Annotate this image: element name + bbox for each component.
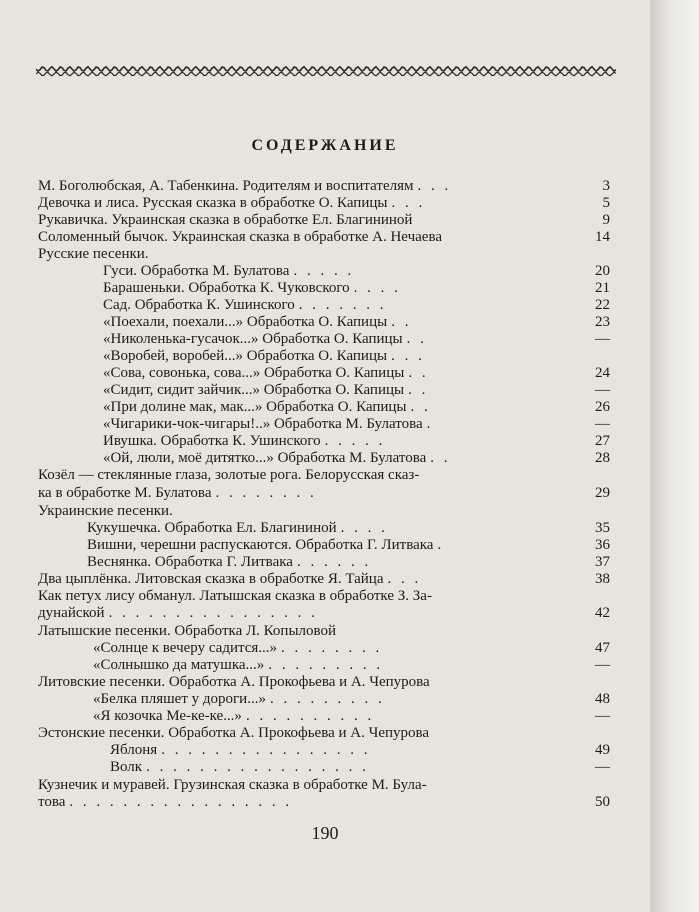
toc-entry-title: Гуси. Обработка М. Булатова bbox=[103, 263, 290, 279]
toc-entry bbox=[38, 211, 416, 229]
toc-page-number bbox=[570, 724, 610, 742]
toc-leader-dots: . . . . . . . . . . . . . . . . bbox=[108, 605, 318, 621]
toc-entry bbox=[103, 364, 429, 382]
toc-page-number: 28 bbox=[595, 450, 610, 466]
toc-page-number: 29 bbox=[595, 485, 610, 501]
toc-page-number: 47 bbox=[595, 640, 610, 656]
toc-leader-dots: . . . . bbox=[340, 520, 388, 536]
toc-page-number: 50 bbox=[595, 794, 610, 810]
toc-page-number: — bbox=[595, 708, 610, 724]
toc-entry-title: Два цыплёнка. Литовская сказка в обработке Я. Тайца bbox=[38, 571, 384, 587]
toc-page-number: — bbox=[595, 416, 610, 432]
toc-entry-title: Девочка и лиса. Русская сказка в обработке О. Капицы bbox=[38, 195, 388, 211]
toc-heading: СОДЕРЖАНИЕ bbox=[251, 137, 399, 154]
toc-entry-title: Украинские песенки. bbox=[38, 503, 173, 519]
toc-entry-title: «Сидит, сидит зайчик...» Обработка О. Капицы bbox=[103, 382, 405, 398]
toc-leader-dots: . . bbox=[430, 450, 451, 466]
toc-leader-dots: . . . . . . . . . . . . . . . . bbox=[161, 742, 371, 758]
toc-page-number: 14 bbox=[595, 229, 610, 245]
toc-entry-title: Рукавичка. Украинская сказка в обработке Ел. Благининой bbox=[38, 212, 413, 228]
toc-entry-title: «Поехали, поехали...» Обработка О. Капицы bbox=[103, 314, 388, 330]
toc-entry-title: «Солнце к вечеру садится...» bbox=[93, 640, 278, 656]
toc-entry bbox=[103, 262, 354, 280]
toc-entry-title: Русские песенки. bbox=[38, 246, 149, 262]
toc-entry-title: Ивушка. Обработка К. Ушинского bbox=[103, 433, 321, 449]
toc-entry-title: Латышские песенки. Обработка Л. Копыловой bbox=[38, 623, 337, 639]
toc-entry bbox=[103, 381, 428, 399]
toc-leader-dots: . . . . . . . . bbox=[215, 485, 317, 501]
page-edge bbox=[650, 0, 699, 912]
toc-page-number: 38 bbox=[595, 571, 610, 587]
toc-page-number: 5 bbox=[602, 195, 610, 211]
toc-page-number: 42 bbox=[595, 605, 610, 621]
toc-page-number: 36 bbox=[595, 537, 610, 553]
toc-page-number bbox=[570, 587, 610, 605]
toc-entry bbox=[103, 449, 451, 467]
toc-leader-dots: . . bbox=[410, 399, 431, 415]
toc-page-number: 24 bbox=[595, 365, 610, 381]
toc-entry bbox=[103, 415, 433, 433]
toc-page-number: — bbox=[595, 759, 610, 775]
toc-entry bbox=[93, 656, 383, 674]
toc-entry bbox=[38, 466, 423, 484]
toc-entry bbox=[38, 228, 446, 246]
toc-entry bbox=[38, 622, 340, 640]
toc-entry-title: Как петух лису обманул. Латышская сказка в обработке З. За- bbox=[38, 588, 432, 604]
toc-entry-title: «Солнышко да матушка...» bbox=[93, 657, 265, 673]
toc-page-number: 3 bbox=[602, 178, 610, 194]
toc-entry bbox=[38, 570, 421, 588]
toc-entry-title: Эстонские песенки. Обработка А. Прокофьева и А. Чепурова bbox=[38, 725, 430, 741]
toc-entry-title: «При долине мак, мак...» Обработка О. Капицы bbox=[103, 399, 407, 415]
toc-entry bbox=[38, 793, 292, 811]
toc-leader-dots: . . . . bbox=[353, 280, 401, 296]
toc-page-number bbox=[570, 245, 610, 263]
toc-entry-title: това bbox=[38, 794, 66, 810]
toc-page-number bbox=[570, 622, 610, 640]
toc-entry bbox=[93, 707, 374, 725]
toc-entry-title: «Сова, совонька, сова...» Обработка О. Капицы bbox=[103, 365, 405, 381]
toc-entry-title: «Воробей, воробей...» Обработка О. Капицы bbox=[103, 348, 388, 364]
toc-entry bbox=[110, 758, 369, 776]
toc-entry-title: Сад. Обработка К. Ушинского bbox=[103, 297, 295, 313]
toc-page-number: — bbox=[595, 331, 610, 347]
toc-entry bbox=[38, 604, 318, 622]
toc-entry bbox=[103, 432, 385, 450]
toc-page-number: 22 bbox=[595, 297, 610, 313]
toc-leader-dots: . . . . . . . bbox=[298, 297, 387, 313]
toc-entry bbox=[103, 398, 431, 416]
toc-leader-dots: . . . . . bbox=[324, 433, 386, 449]
toc-entry-title: «Я козочка Ме-ке-ке...» bbox=[93, 708, 242, 724]
toc-entry-title: Барашеньки. Обработка К. Чуковского bbox=[103, 280, 350, 296]
toc-page-number: 49 bbox=[595, 742, 610, 758]
toc-page-number bbox=[570, 776, 610, 794]
toc-entry-title: Вишни, черешни распускаются. Обработка Г. Литвака bbox=[87, 537, 434, 553]
toc-entry bbox=[38, 587, 436, 605]
toc-entry bbox=[93, 690, 385, 708]
toc-page-number: 23 bbox=[595, 314, 610, 330]
toc-leader-dots: . bbox=[426, 416, 434, 432]
toc-entry-title: «Николенька-гусачок...» Обработка О. Капицы bbox=[103, 331, 403, 347]
toc-leader-dots: . . . . . . . . . . . . . . . . . bbox=[146, 759, 369, 775]
toc-leader-dots: . . . . . bbox=[293, 263, 355, 279]
toc-entry-title: Веснянка. Обработка Г. Литвака bbox=[87, 554, 293, 570]
toc-entry bbox=[93, 639, 382, 657]
toc-entry bbox=[38, 776, 431, 794]
toc-page-number: — bbox=[595, 657, 610, 673]
toc-entry-title: Кузнечик и муравей. Грузинская сказка в обработке М. Була- bbox=[38, 777, 427, 793]
toc-leader-dots: . . . . . . . . . . . . . . . . . bbox=[69, 794, 293, 810]
toc-entry bbox=[103, 279, 401, 297]
toc-entry-title: «Ой, люли, моё дитятко...» Обработка М. Булатова bbox=[103, 450, 427, 466]
toc-entry-title: «Белка пляшет у дороги...» bbox=[93, 691, 266, 707]
toc-page-number: 20 bbox=[595, 263, 610, 279]
toc-entry bbox=[38, 194, 425, 212]
toc-leader-dots: . . bbox=[408, 382, 429, 398]
toc-leader-dots: . . . bbox=[417, 178, 452, 194]
toc-page-number: 37 bbox=[595, 554, 610, 570]
toc-entry bbox=[103, 347, 425, 365]
toc-entry-title: Волк bbox=[110, 759, 143, 775]
toc-leader-dots: . . bbox=[408, 365, 429, 381]
toc-leader-dots: . . bbox=[391, 314, 412, 330]
toc-entry-title: ка в обработке М. Булатова bbox=[38, 485, 212, 501]
toc-entry-title: М. Боголюбская, А. Табенкина. Родителям и воспитателям bbox=[38, 178, 414, 194]
toc-entry bbox=[103, 296, 387, 314]
toc-page-number bbox=[570, 347, 610, 365]
toc-leader-dots: . . bbox=[406, 331, 427, 347]
toc-leader-dots: . . . . . . . . . bbox=[268, 657, 384, 673]
toc-leader-dots: . . . . . . . . . bbox=[269, 691, 385, 707]
toc-entry bbox=[38, 673, 434, 691]
toc-entry-title: Яблоня bbox=[110, 742, 158, 758]
toc-page-number: 21 bbox=[595, 280, 610, 296]
toc-leader-dots: . . . . . . . . . . bbox=[245, 708, 375, 724]
toc-page-number: — bbox=[595, 382, 610, 398]
toc-entry-title: Литовские песенки. Обработка А. Прокофьева и А. Чепурова bbox=[38, 674, 430, 690]
toc-page-number: 48 bbox=[595, 691, 610, 707]
toc-entry-title: Козёл — стеклянные глаза, золотые рога. Белорусская сказ- bbox=[38, 467, 420, 483]
page-number: 190 bbox=[311, 823, 339, 843]
toc-entry bbox=[87, 536, 444, 554]
toc-page-number bbox=[570, 673, 610, 691]
toc-entry bbox=[87, 553, 371, 571]
toc-entry-title: Кукушечка. Обработка Ел. Благининой bbox=[87, 520, 337, 536]
toc-leader-dots: . . . bbox=[391, 348, 425, 364]
toc-entry bbox=[110, 741, 370, 759]
toc-entry-title: дунайской bbox=[38, 605, 105, 621]
toc-page-number: 9 bbox=[602, 212, 610, 228]
toc-page-number bbox=[570, 466, 610, 484]
toc-leader-dots: . bbox=[437, 537, 445, 553]
toc-page-number: 26 bbox=[595, 399, 610, 415]
toc-entry bbox=[38, 724, 433, 742]
toc-entry bbox=[38, 502, 177, 520]
toc-entry bbox=[38, 484, 317, 502]
toc-leader-dots: . . . bbox=[387, 571, 422, 587]
toc-entry-title: «Чигарики-чок-чигары!..» Обработка М. Булатова bbox=[103, 416, 423, 432]
toc-leader-dots: . . . . . . bbox=[296, 554, 372, 570]
toc-page-number: 27 bbox=[595, 433, 610, 449]
toc-entry bbox=[103, 330, 427, 348]
toc-page-number: 35 bbox=[595, 520, 610, 536]
toc-entry bbox=[38, 245, 153, 263]
toc-leader-dots: . . . bbox=[391, 195, 426, 211]
toc-entry-title: Соломенный бычок. Украинская сказка в обработке А. Нечаева bbox=[38, 229, 442, 245]
toc-entry bbox=[103, 313, 411, 331]
toc-leader-dots: . . . . . . . . bbox=[281, 640, 383, 656]
toc-entry bbox=[87, 519, 388, 537]
toc-page-number bbox=[570, 502, 610, 520]
toc-entry bbox=[38, 177, 451, 195]
